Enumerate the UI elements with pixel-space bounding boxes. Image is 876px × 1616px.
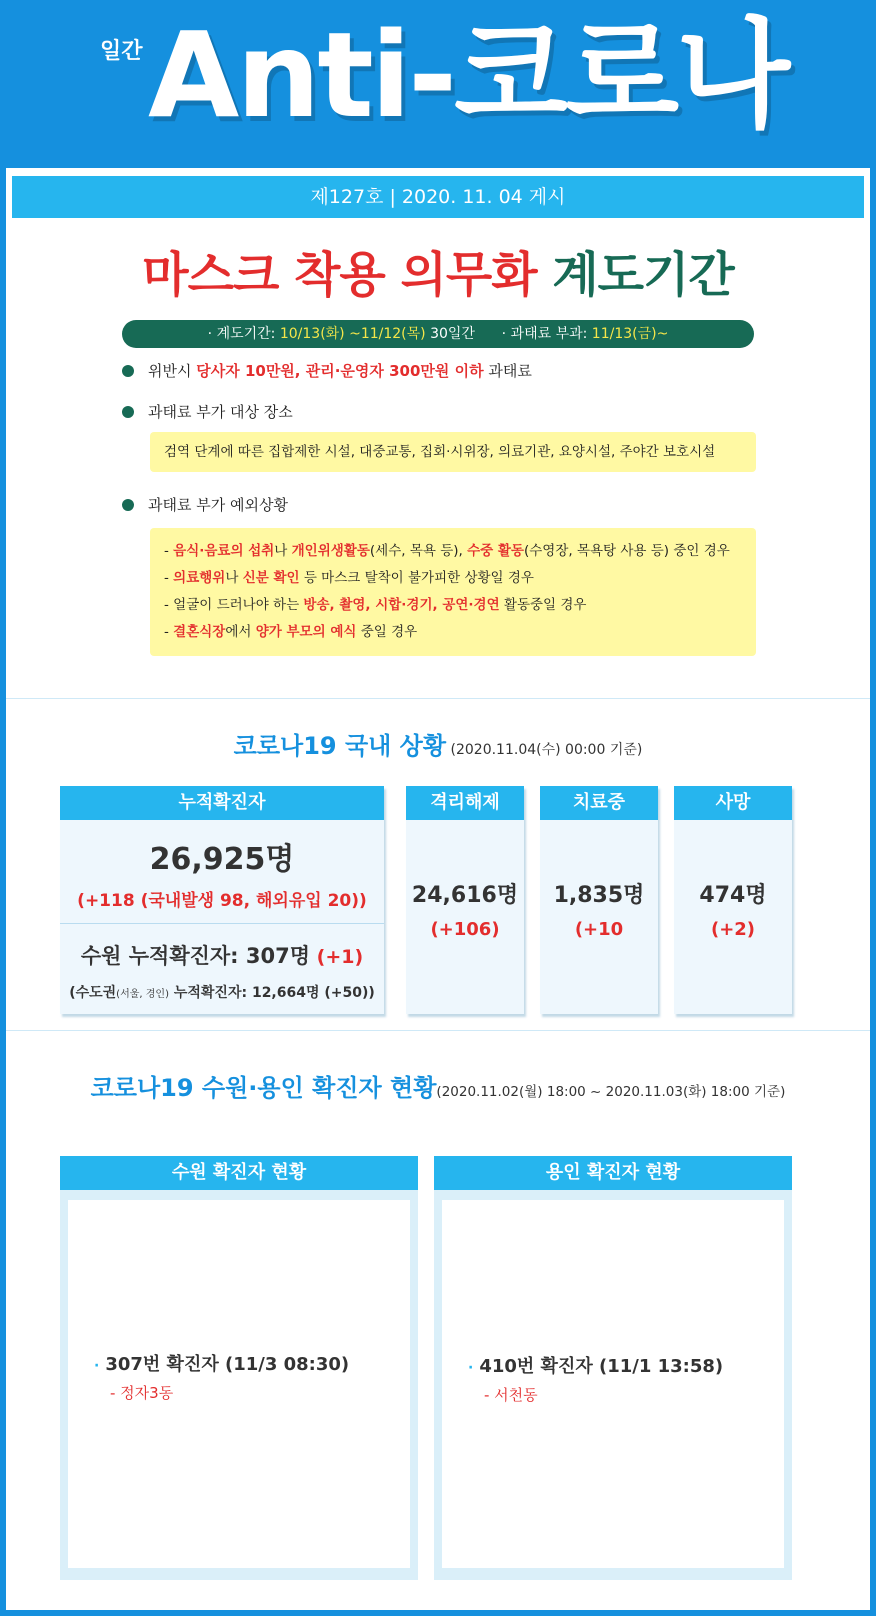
case-title: 307번 확진자 (11/3 08:30)	[105, 1354, 350, 1375]
mask-mandate-title	[6, 236, 870, 305]
domestic-section-title	[6, 726, 870, 761]
card-deaths	[674, 786, 792, 1014]
fine-date: 11/13(금)~	[591, 326, 669, 342]
bullet-text-red: 당사자 10만원, 관리·운영자 300만원 이하	[196, 362, 484, 380]
period-bar	[122, 320, 754, 348]
domestic-title: 코로나19 국내 상황	[233, 732, 447, 760]
metro-total: (수도권(서울, 경인) 누적확진자: 12,664명 (+50))	[69, 985, 375, 1001]
exception-item: - 음식·음료의 섭취나 개인위생활동(세수, 목욕 등), 수중 활동(수영장, 목욕탕 사용 등) 중인 경우	[164, 543, 730, 559]
mask-title-green: 계도기간	[552, 247, 734, 303]
deaths-delta: (+2)	[710, 919, 756, 940]
card-divider	[60, 923, 384, 924]
card-header: 누적확진자	[60, 786, 384, 820]
exception-item: - 결혼식장에서 양가 부모의 예식 중일 경우	[164, 624, 418, 640]
bullet-text: 위반시	[148, 362, 197, 380]
mask-title-red: 마스크 착용 의무화	[142, 247, 537, 303]
case-location: - 정자3동	[110, 1384, 174, 1402]
released-value: 24,616명	[411, 883, 519, 908]
card-header: 사망	[674, 786, 792, 820]
card-header: 치료중	[540, 786, 658, 820]
section-divider	[6, 698, 870, 699]
fine-prefix: · 과태료 부과:	[501, 326, 592, 342]
case-location: - 서천동	[484, 1386, 538, 1404]
page-header	[0, 0, 876, 168]
exceptions-box	[150, 528, 756, 656]
case-entry	[468, 1352, 723, 1378]
places-box: 검역 단계에 따른 집합제한 시설, 대중교통, 집회·시위장, 의료기관, 요양시설, 주야간 보호시설	[150, 432, 756, 472]
treating-value: 1,835명	[553, 883, 645, 908]
bullet-exceptions	[122, 494, 288, 515]
case-entry	[94, 1350, 349, 1376]
card-released	[406, 786, 524, 1014]
card-treating	[540, 786, 658, 1014]
exception-item: - 의료행위나 신분 확인 등 마스크 탈착이 불가피한 상황일 경우	[164, 570, 534, 586]
page-title: Anti-코로나	[148, 6, 788, 144]
suwon-total-delta: (+1)	[310, 946, 364, 968]
period-dates: 10/13(화) ~11/12(목)	[279, 326, 426, 342]
main-panel	[6, 168, 870, 1610]
suwon-total-label: 수원 누적확진자: 307명	[80, 944, 311, 968]
issue-bar: 제127호 | 2020. 11. 04 게시	[12, 176, 864, 218]
bullet-text: 과태료 부가 대상 장소	[148, 403, 293, 421]
daily-label: 일간	[100, 39, 143, 64]
card-body	[68, 1200, 410, 1568]
card-suwon-cases	[60, 1156, 418, 1580]
bullet-text: 과태료	[483, 362, 532, 380]
case-title: 410번 확진자 (11/1 13:58)	[479, 1356, 724, 1377]
period-days: 30일간	[425, 326, 475, 342]
released-delta: (+106)	[430, 919, 500, 940]
bullet-dot-icon	[122, 499, 134, 511]
section-divider	[6, 1030, 870, 1031]
suwon-total	[60, 940, 384, 970]
period-prefix: · 계도기간:	[207, 326, 280, 342]
card-header: 격리해제	[406, 786, 524, 820]
card-header: 수원 확진자 현황	[60, 1156, 418, 1190]
card-total-cases	[60, 786, 384, 1014]
card-body	[442, 1200, 784, 1568]
bullet-dot-icon	[122, 365, 134, 377]
bullet-text: 과태료 부가 예외상황	[148, 496, 288, 514]
exception-item: - 얼굴이 드러나야 하는 방송, 촬영, 시합·경기, 공연·경연 활동중일 경우	[164, 597, 587, 613]
total-cases-value: 26,925명	[149, 842, 295, 877]
bullet-dot-icon: ·	[468, 1360, 474, 1376]
treating-delta: (+10	[574, 919, 624, 940]
total-cases-delta: (+118 (국내발생 98, 해외유입 20))	[77, 891, 367, 911]
card-header: 용인 확진자 현황	[434, 1156, 792, 1190]
local-basis: (2020.11.02(월) 18:00 ~ 2020.11.03(화) 18:00 기준)	[436, 1084, 786, 1100]
deaths-value: 474명	[699, 883, 767, 908]
bullet-places	[122, 401, 293, 422]
local-section-title	[6, 1068, 870, 1103]
bullet-penalty	[122, 360, 532, 381]
bullet-dot-icon	[122, 406, 134, 418]
domestic-basis: (2020.11.04(수) 00:00 기준)	[446, 742, 643, 758]
local-title: 코로나19 수원·용인 확진자 현황	[90, 1074, 437, 1102]
card-yongin-cases	[434, 1156, 792, 1580]
bullet-dot-icon: ·	[94, 1358, 100, 1374]
